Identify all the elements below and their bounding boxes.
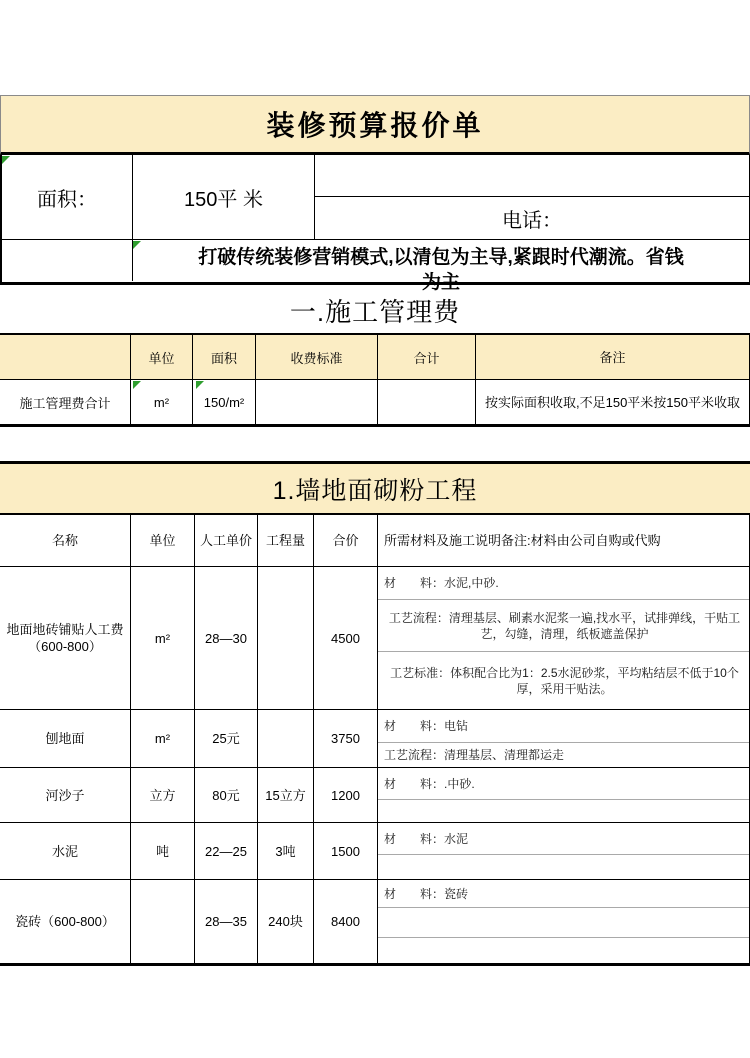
- info-block: [0, 155, 750, 293]
- section1-table: [0, 515, 750, 966]
- mgmt-header-total: 合计: [378, 335, 476, 379]
- table-row: [0, 710, 750, 768]
- row1-unit-cell: m²: [131, 567, 195, 709]
- mgmt-header-unit: 单位: [131, 335, 193, 379]
- mgmt-header-area: 面积: [193, 335, 256, 379]
- row2-unit-cell: m²: [131, 710, 195, 767]
- s1-header-desc-right: 备注:材料由公司自购或代购: [501, 533, 661, 548]
- s1-header-name: 名称: [0, 515, 131, 566]
- row2-qty-cell: [258, 710, 314, 767]
- mgmt-data-row: [0, 380, 750, 424]
- row4-labor-cell: 22—25: [195, 823, 258, 879]
- row1-qty-cell: [258, 567, 314, 709]
- mgmt-cell-name: 施工管理费合计: [0, 380, 131, 424]
- table-row: [0, 823, 750, 880]
- comment-marker-icon: [133, 381, 141, 389]
- s1-header-labor: 人工单价: [195, 515, 258, 566]
- row1-name-cell: [0, 567, 131, 709]
- row4-unit-cell: 吨: [131, 823, 195, 879]
- row3-unit-cell: 立方: [131, 768, 195, 822]
- info-row-area-phone: [2, 155, 749, 240]
- s1-header-desc: [378, 515, 750, 566]
- row1-process: 工艺流程：清理基层、刷素水泥浆一遍,找水平，试排弹线，干贴工艺，勾缝，清理，纸板遮盖保护: [378, 599, 749, 652]
- comment-marker-icon: [196, 381, 204, 389]
- area-label-cell: 面积：: [2, 155, 133, 239]
- row4-total-cell: 1500: [314, 823, 378, 879]
- row3-empty: [378, 799, 749, 822]
- row3-qty-cell: 15立方: [258, 768, 314, 822]
- section-heading-mgmt: 一.施工管理费: [289, 297, 461, 327]
- row3-desc-cell: [378, 768, 750, 822]
- row2-total-cell: 3750: [314, 710, 378, 767]
- info-row-slogan: [2, 240, 749, 293]
- row3-total-cell: 1200: [314, 768, 378, 822]
- row1-labor-cell: 28—30: [195, 567, 258, 709]
- mgmt-header-name: [0, 335, 131, 379]
- mgmt-header-note: 备注: [476, 335, 750, 379]
- table-row: [0, 567, 750, 710]
- comment-marker-icon: [2, 156, 10, 164]
- empty-cell: [315, 155, 749, 197]
- slogan-line2-clipped: 为主: [421, 272, 460, 293]
- s1-header-unit: 单位: [131, 515, 195, 566]
- mgmt-cell-unit: m²: [131, 380, 193, 424]
- empty-cell: [2, 240, 133, 281]
- mgmt-cell-area: 150/m²: [193, 380, 256, 424]
- document-title: 装修预算报价单: [266, 110, 484, 141]
- row2-material: 材 料：电钻: [384, 719, 469, 733]
- phone-column: [315, 155, 749, 239]
- document-title-bar: [0, 95, 750, 155]
- row2-desc-cell: [378, 710, 750, 767]
- area-value-cell: 150平 米: [133, 155, 315, 239]
- row2-name-cell: 刨地面: [0, 710, 131, 767]
- row3-material: 材 料：.中砂.: [384, 776, 475, 791]
- row4-desc-cell: [378, 823, 750, 879]
- mgmt-header-standard: 收费标准: [256, 335, 378, 379]
- slogan-line1: 打破传统装修营销模式,以清包为主导,紧跟时代潮流。省钱: [198, 247, 684, 268]
- mgmt-header-row: [0, 335, 750, 380]
- row1-standard: 工艺标准：体积配合比为1：2.5水泥砂浆，平均粘结层不低于10个厚，采用干贴法。: [378, 651, 749, 709]
- phone-label-cell: 电话：: [502, 209, 562, 232]
- row5-material: 材 料：瓷砖: [384, 886, 469, 901]
- mgmt-cell-note: 按实际面积收取,不足150平米按150平米收取: [476, 380, 750, 424]
- s1-header-desc-left: 所需材料及施工说明: [384, 533, 502, 548]
- row4-qty-cell: 3吨: [258, 823, 314, 879]
- row5-empty2: [378, 937, 749, 961]
- row3-labor-cell: 80元: [195, 768, 258, 822]
- mgmt-cell-standard: [256, 380, 378, 424]
- section1-heading-bar: 1.墙地面砌粉工程: [0, 461, 750, 515]
- row5-name-cell: 瓷砖（600-800）: [0, 880, 131, 963]
- row5-unit-cell: [131, 880, 195, 963]
- row1-name-line1: 地面地砖铺贴人工费: [6, 622, 124, 637]
- table-row: [0, 880, 750, 963]
- slogan-cell: [133, 240, 749, 293]
- comment-marker-icon: [133, 241, 141, 249]
- table-row: [0, 768, 750, 823]
- s1-header-qty: 工程量: [258, 515, 314, 566]
- row1-name-line2: （600-800）: [28, 639, 102, 654]
- row1-total-cell: 4500: [314, 567, 378, 709]
- row1-material: 材 料：水泥,中砂.: [384, 575, 499, 590]
- row4-empty: [378, 854, 749, 879]
- row5-labor-cell: 28—35: [195, 880, 258, 963]
- row4-name-cell: 水泥: [0, 823, 131, 879]
- row5-empty: [378, 907, 749, 937]
- row2-labor-cell: 25元: [195, 710, 258, 767]
- row3-name-cell: 河沙子: [0, 768, 131, 822]
- s1-header-total: 合价: [314, 515, 378, 566]
- row5-qty-cell: 240块: [258, 880, 314, 963]
- mgmt-fee-table: [0, 333, 750, 427]
- row4-material: 材 料：水泥: [384, 831, 469, 846]
- row5-total-cell: 8400: [314, 880, 378, 963]
- row1-desc-cell: [378, 567, 750, 709]
- row2-process: 工艺流程：清理基层、清理都运走: [378, 742, 749, 767]
- row5-desc-cell: [378, 880, 750, 963]
- section1-header-row: [0, 515, 750, 567]
- mgmt-cell-total: [378, 380, 476, 424]
